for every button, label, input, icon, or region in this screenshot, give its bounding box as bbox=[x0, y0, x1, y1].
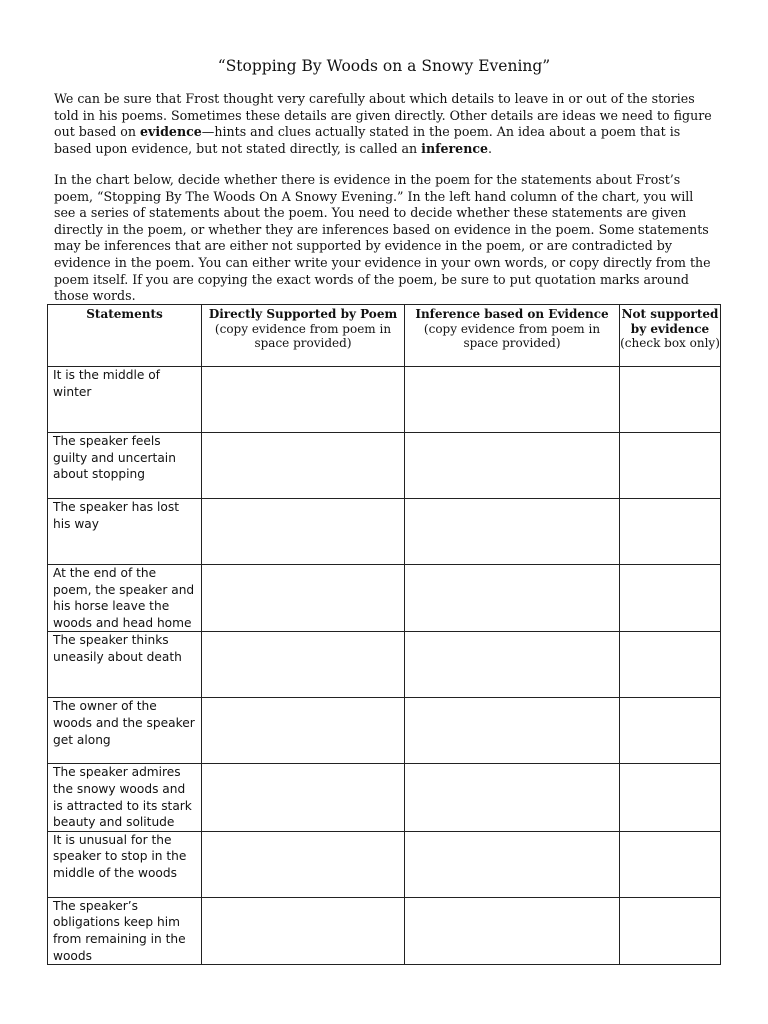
table-row bbox=[48, 632, 721, 698]
table-row bbox=[48, 764, 721, 831]
inference-cell[interactable] bbox=[405, 764, 620, 831]
statement-cell bbox=[48, 698, 202, 764]
inference-cell[interactable] bbox=[405, 632, 620, 698]
table-row bbox=[48, 831, 721, 897]
inference-cell[interactable] bbox=[405, 367, 620, 433]
statement-text: The speaker admires the snowy woods and is attracted to its stark beauty and solitude bbox=[53, 765, 192, 830]
statement-cell bbox=[48, 367, 202, 433]
table-row bbox=[48, 367, 721, 433]
not-supported-checkbox-cell[interactable] bbox=[620, 764, 721, 831]
table-row bbox=[48, 698, 721, 764]
statement-text: The speaker feels guilty and uncertain about stopping bbox=[53, 434, 176, 482]
evidence-term: evidence bbox=[140, 124, 202, 140]
statement-cell bbox=[48, 764, 202, 831]
inference-cell[interactable] bbox=[405, 433, 620, 499]
directly-supported-cell[interactable] bbox=[202, 831, 405, 897]
directly-supported-cell[interactable] bbox=[202, 764, 405, 831]
statement-cell bbox=[48, 433, 202, 499]
statement-cell bbox=[48, 897, 202, 964]
directly-supported-cell[interactable] bbox=[202, 433, 405, 499]
not-supported-checkbox-cell[interactable] bbox=[620, 897, 721, 964]
header-directly-supported: Directly Supported by Poem (copy evidence from poem in space provided) bbox=[202, 305, 405, 367]
inference-cell[interactable] bbox=[405, 565, 620, 632]
directly-supported-cell[interactable] bbox=[202, 698, 405, 764]
inference-term: inference bbox=[421, 140, 489, 156]
inference-cell[interactable] bbox=[405, 897, 620, 964]
statement-text: The speaker thinks uneasily about death bbox=[53, 633, 182, 664]
table-row bbox=[48, 897, 721, 964]
not-supported-checkbox-cell[interactable] bbox=[620, 565, 721, 632]
chart-header-row bbox=[48, 305, 721, 367]
statement-text: It is the middle of winter bbox=[53, 368, 160, 399]
directly-supported-cell[interactable] bbox=[202, 632, 405, 698]
not-supported-checkbox-cell[interactable] bbox=[620, 632, 721, 698]
intro-text-1: We can be sure that Frost thought very carefully about which details to leave in or out of the stories told in his poems. Sometimes these details are given directly. Other details are ideas we need to figure out based on bbox=[54, 91, 712, 140]
table-row bbox=[48, 433, 721, 499]
statement-cell bbox=[48, 565, 202, 632]
statement-text: The owner of the woods and the speaker get along bbox=[53, 699, 195, 747]
intro-text-2: —hints and clues actually stated in the poem. An idea about a poem that is based upon evidence, but not stated directly, is called an bbox=[54, 124, 681, 156]
page-title: “Stopping By Woods on a Snowy Evening” bbox=[217, 57, 551, 75]
table-row bbox=[48, 499, 721, 565]
statement-cell bbox=[48, 499, 202, 565]
statement-text: The speaker has lost his way bbox=[53, 500, 179, 531]
instructions-paragraph: In the chart below, decide whether there is evidence in the poem for the statements about Frost’s poem, “Stopping By The Woods On A Snowy Evening.” In the left hand column of the chart, you will see a series of statements about the poem. You need to decide whether these statements are given directly in the poem, or whether they are inferences based on evidence in the poem. Some statements may be inferences that are either not supported by evidence in the poem, or are contradicted by evidence in the poem. You can either write your evidence in your own words, or copy directly from the poem itself. If you are copying the exact words of the poem, be sure to put quotation marks around those words. bbox=[54, 172, 711, 304]
directly-supported-cell[interactable] bbox=[202, 565, 405, 632]
table-row bbox=[48, 565, 721, 632]
evidence-chart bbox=[47, 304, 721, 965]
not-supported-checkbox-cell[interactable] bbox=[620, 831, 721, 897]
statement-text: It is unusual for the speaker to stop in the middle of the woods bbox=[53, 832, 187, 880]
inference-cell[interactable] bbox=[405, 499, 620, 565]
not-supported-checkbox-cell[interactable] bbox=[620, 433, 721, 499]
statement-cell bbox=[48, 831, 202, 897]
header-not-supported: Not supported by evidence (check box only) bbox=[620, 305, 721, 367]
directly-supported-cell[interactable] bbox=[202, 499, 405, 565]
intro-text-3: . bbox=[488, 140, 493, 156]
intro-paragraph bbox=[54, 91, 714, 157]
directly-supported-cell[interactable] bbox=[202, 897, 405, 964]
statement-text: The speaker’s obligations keep him from remaining in the woods bbox=[53, 898, 186, 963]
directly-supported-cell[interactable] bbox=[202, 367, 405, 433]
header-statements: Statements bbox=[48, 305, 202, 367]
not-supported-checkbox-cell[interactable] bbox=[620, 499, 721, 565]
header-inference: Inference based on Evidence (copy evidence from poem in space provided) bbox=[405, 305, 620, 367]
not-supported-checkbox-cell[interactable] bbox=[620, 367, 721, 433]
inference-cell[interactable] bbox=[405, 698, 620, 764]
statement-cell bbox=[48, 632, 202, 698]
inference-cell[interactable] bbox=[405, 831, 620, 897]
not-supported-checkbox-cell[interactable] bbox=[620, 698, 721, 764]
statement-text: At the end of the poem, the speaker and his horse leave the woods and head home bbox=[53, 566, 195, 630]
